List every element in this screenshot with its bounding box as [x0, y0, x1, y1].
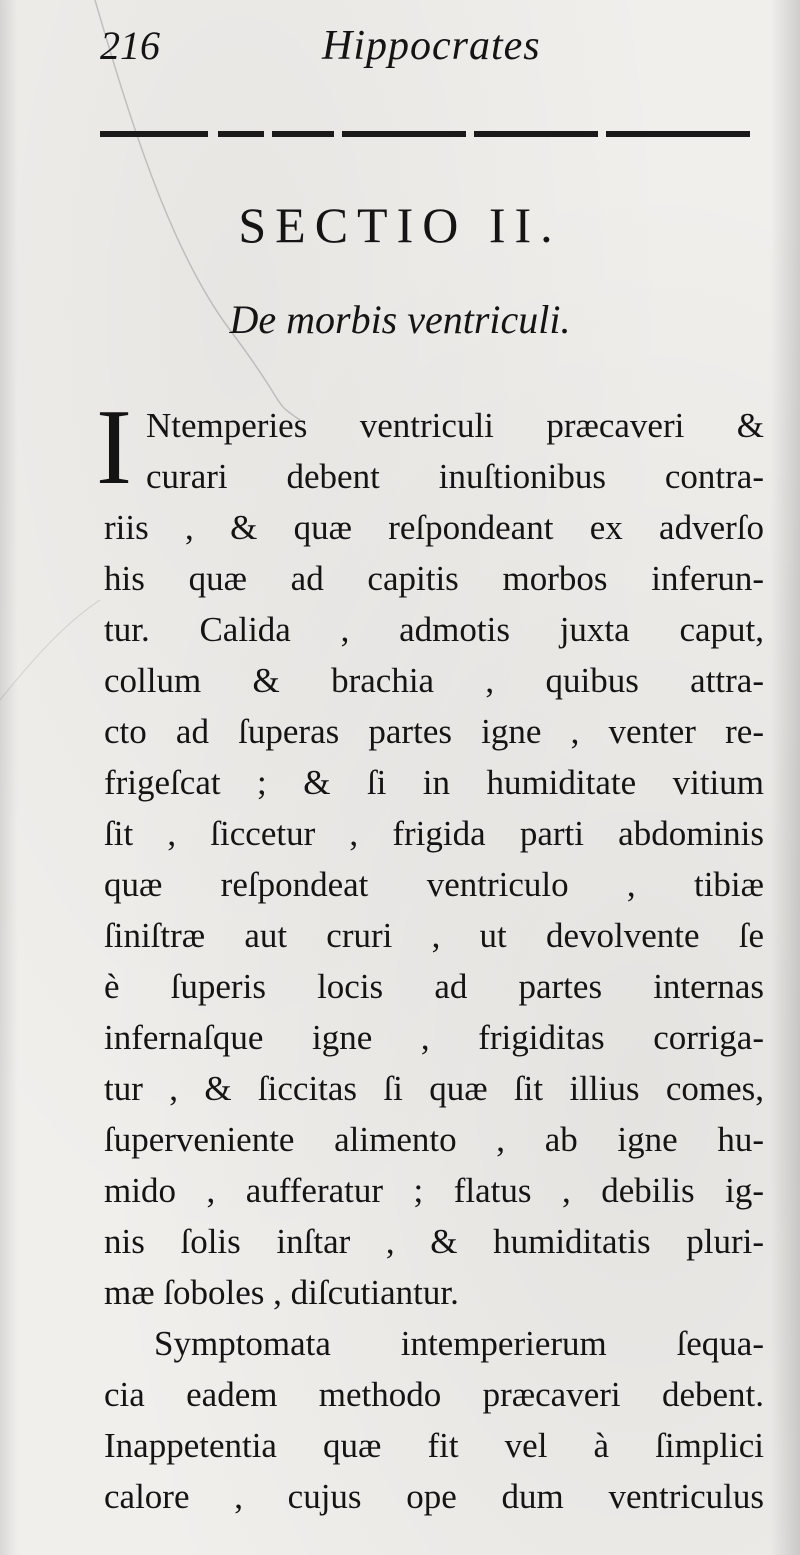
text-line: mæ ſoboles , diſcutiantur.	[104, 1273, 459, 1312]
text-line: Symptomata intemperierum ſequa-	[154, 1324, 764, 1363]
text-line: calore , cujus ope dum ventriculus	[104, 1477, 764, 1516]
text-line: tur , & ſiccitas ſi quæ ſit illius comes,	[104, 1069, 764, 1108]
text-line: nis ſolis inſtar , & humiditatis pluri-	[104, 1222, 764, 1261]
text-line: Inappetentia quæ fit vel à ſimplici	[104, 1426, 764, 1465]
text-line: ſit , ſiccetur , frigida parti abdominis	[104, 814, 764, 853]
text-line: his quæ ad capitis morbos inferun-	[104, 559, 764, 598]
text-line: curari debent inuſtionibus contra-	[146, 457, 764, 496]
text-line: collum & brachia , quibus attra-	[104, 661, 764, 700]
text-line: frigeſcat ; & ſi in humiditate vitium	[104, 763, 764, 802]
drop-cap: I	[96, 388, 132, 507]
text-line: tur. Calida , admotis juxta caput,	[104, 610, 764, 649]
text-line: Ntemperies ventriculi præcaveri &	[146, 406, 764, 445]
text-line: mido , aufferatur ; flatus , debilis ig-	[104, 1171, 764, 1210]
page-number: 216	[100, 23, 160, 68]
text-line: riis , & quæ reſpondeant ex adverſo	[104, 508, 764, 547]
header-rule	[100, 128, 750, 140]
text-line: infernaſque igne , frigiditas corriga-	[104, 1018, 764, 1057]
section-subtitle: De morbis ventriculi.	[229, 297, 571, 342]
text-line: cia eadem methodo præcaveri debent.	[104, 1375, 764, 1414]
section-title: SECTIO II.	[238, 197, 562, 253]
text-line: ſiniſtræ aut cruri , ut devolvente ſe	[104, 916, 764, 955]
text-line: ſuperveniente alimento , ab igne hu-	[104, 1120, 764, 1159]
running-head: Hippocrates	[322, 23, 541, 69]
text-line: cto ad ſuperas partes igne , venter re-	[104, 712, 764, 751]
body-text	[104, 400, 764, 1522]
text-line: quæ reſpondeat ventriculo , tibiæ	[104, 865, 764, 904]
text-line: è ſuperis locis ad partes internas	[104, 967, 764, 1006]
